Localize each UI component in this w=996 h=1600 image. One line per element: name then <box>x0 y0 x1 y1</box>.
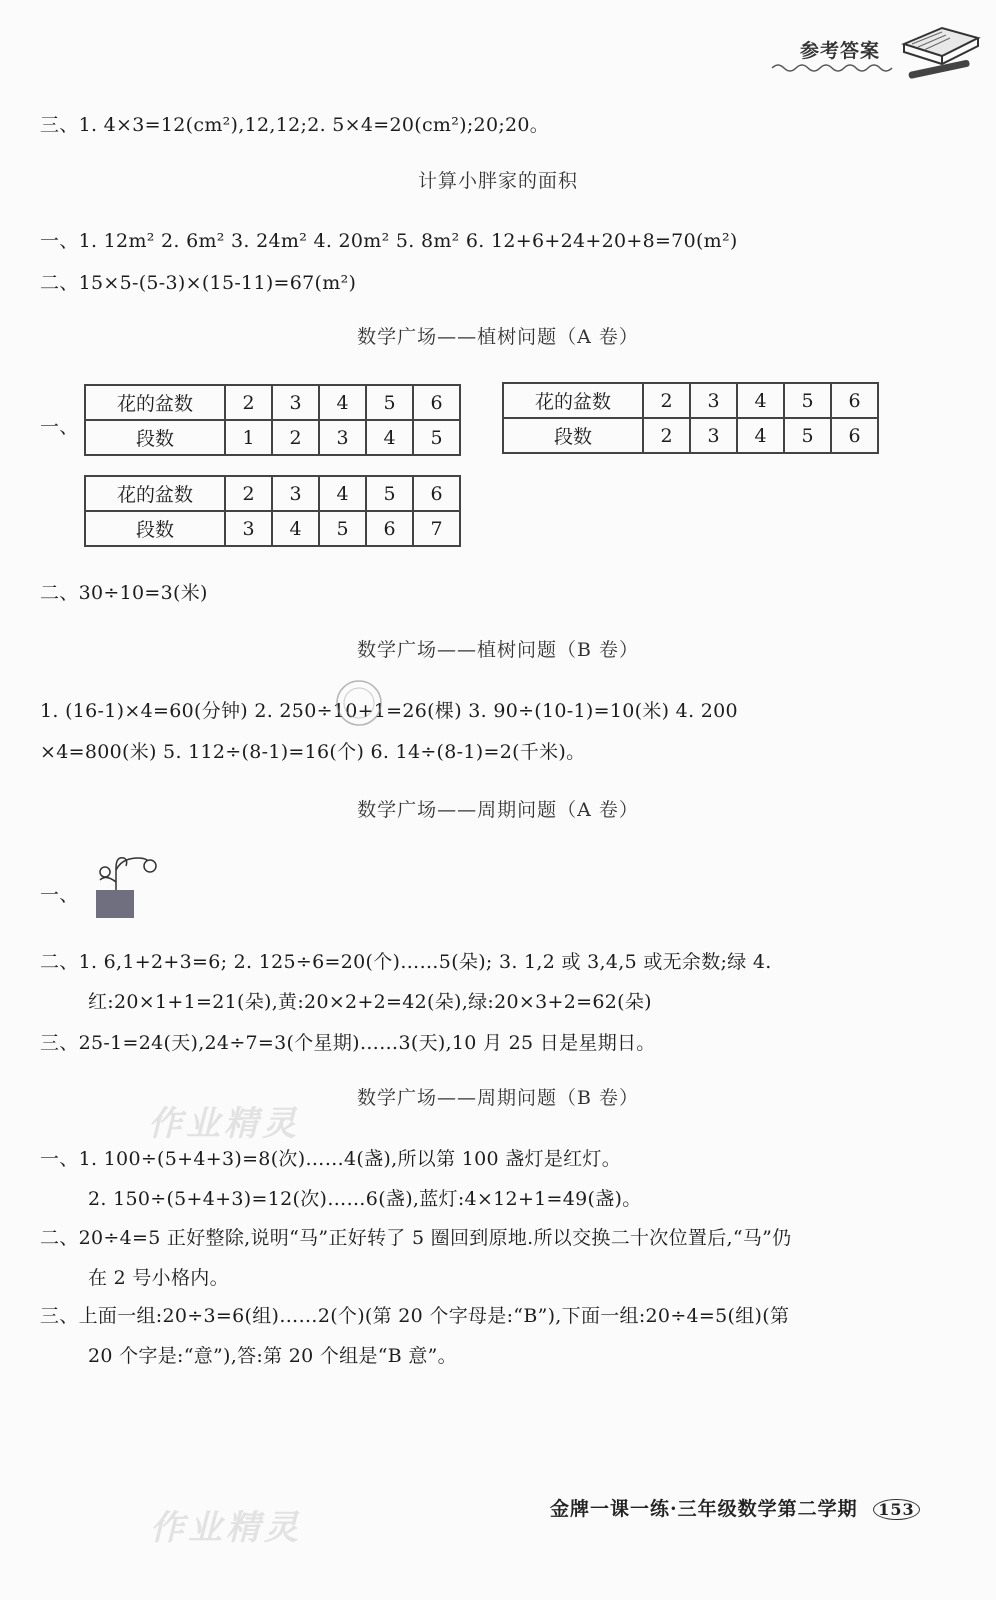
table-header: 花的盆数 <box>85 476 225 511</box>
table-header: 段数 <box>85 420 225 455</box>
question-number: 一、 <box>40 884 79 906</box>
answer-line: 2. 150÷(5+4+3)=12(次)……6(盏),蓝灯:4×12+1=49(盏)。 <box>88 1188 642 1210</box>
table-cell: 1 <box>225 420 272 455</box>
table-cell: 3 <box>319 420 366 455</box>
section-title: 数学广场——周期问题（B 卷） <box>356 1087 639 1109</box>
watermark-text: 作业精灵 <box>148 1104 300 1144</box>
potted-plant-icon <box>92 848 162 920</box>
table-cell: 4 <box>366 420 413 455</box>
section-title: 计算小胖家的面积 <box>417 170 578 192</box>
table-cell: 6 <box>831 418 878 453</box>
answer-line: 三、1. 4×3=12(cm²),12,12;2. 5×4=20(cm²);20;20。 <box>40 114 550 136</box>
table-header: 段数 <box>503 418 643 453</box>
answer-line: 二、1. 6,1+2+3=6; 2. 125÷6=20(个)……5(朵); 3. 1,2 或 3,4,5 或无余数;绿 4. <box>40 951 772 973</box>
stamp-mark <box>332 676 386 730</box>
table-cell: 3 <box>690 383 737 418</box>
table-cell: 3 <box>272 476 319 511</box>
table-cell: 6 <box>366 511 413 546</box>
answer-line: 在 2 号小格内。 <box>88 1267 229 1289</box>
table-cell: 6 <box>831 383 878 418</box>
table-cell: 3 <box>225 511 272 546</box>
page-number: 153 <box>873 1499 919 1520</box>
table-cell: 2 <box>272 420 319 455</box>
watermark <box>150 1500 302 1549</box>
tree-planting-table-3 <box>84 475 461 547</box>
answer-line: 红:20×1+1=21(朵),黄:20×2+2=42(朵),绿:20×3+2=62(朵) <box>88 991 652 1013</box>
section-title: 数学广场——植树问题（A 卷） <box>357 326 639 348</box>
answer-key-label: 参考答案 <box>800 40 881 62</box>
table-cell: 4 <box>319 385 366 420</box>
answer-line: 二、30÷10=3(米) <box>40 582 208 604</box>
book-pencil-icon <box>898 14 986 84</box>
table-cell: 4 <box>272 511 319 546</box>
table-cell: 3 <box>690 418 737 453</box>
table-cell: 4 <box>319 476 366 511</box>
table-cell: 6 <box>413 476 460 511</box>
table-cell: 5 <box>784 383 831 418</box>
table-cell: 5 <box>413 420 460 455</box>
table-header: 段数 <box>85 511 225 546</box>
watermark <box>148 1096 300 1145</box>
book-title: 金牌一课一练·三年级数学第二学期 <box>550 1498 858 1520</box>
table-cell: 5 <box>366 476 413 511</box>
answer-line: 二、20÷4=5 正好整除,说明“马”正好转了 5 圈回到原地.所以交换二十次位置后,“马”仍 <box>40 1227 792 1249</box>
table-cell: 6 <box>413 385 460 420</box>
answer-line: 20 个字是:“意”),答:第 20 个组是“B 意”。 <box>88 1345 457 1367</box>
answer-line: 三、25-1=24(天),24÷7=3(个星期)……3(天),10 月 25 日是星期日。 <box>40 1032 656 1054</box>
answer-line: 一、1. 12m² 2. 6m² 3. 24m² 4. 20m² 5. 8m² 6. 12+6+24+20+8=70(m²) <box>40 230 738 252</box>
table-cell: 2 <box>225 476 272 511</box>
table-header: 花的盆数 <box>503 383 643 418</box>
table-cell: 7 <box>413 511 460 546</box>
section-title: 数学广场——周期问题（A 卷） <box>357 799 639 821</box>
table-cell: 2 <box>225 385 272 420</box>
answer-line: 三、上面一组:20÷3=6(组)……2(个)(第 20 个字母是:“B”),下面一组:20÷4=5(组)(第 <box>40 1305 790 1327</box>
question-number: 一、 <box>40 416 79 438</box>
tree-planting-table-1 <box>84 384 461 456</box>
table-cell: 5 <box>319 511 366 546</box>
table-cell: 2 <box>643 418 690 453</box>
tree-planting-table-2 <box>502 382 879 454</box>
answer-line: 一、1. 100÷(5+4+3)=8(次)……4(盏),所以第 100 盏灯是红灯。 <box>40 1148 622 1170</box>
plant-pot <box>96 890 134 918</box>
table-cell: 4 <box>737 383 784 418</box>
answer-line: 1. (16-1)×4=60(分钟) 2. 250÷10+1=26(棵) 3. 90÷(10-1)=10(米) 4. 200 <box>40 700 738 722</box>
table-cell: 5 <box>784 418 831 453</box>
section-title: 数学广场——植树问题（B 卷） <box>356 639 639 661</box>
table-header: 花的盆数 <box>85 385 225 420</box>
table-cell: 3 <box>272 385 319 420</box>
footer <box>550 1494 920 1521</box>
answer-line: 二、15×5-(5-3)×(15-11)=67(m²) <box>40 272 357 294</box>
table-cell: 5 <box>366 385 413 420</box>
wavy-underline <box>770 60 900 76</box>
answer-line: ×4=800(米) 5. 112÷(8-1)=16(个) 6. 14÷(8-1)=2(千米)。 <box>40 741 586 763</box>
watermark-text: 作业精灵 <box>150 1508 302 1548</box>
table-cell: 4 <box>737 418 784 453</box>
table-cell: 2 <box>643 383 690 418</box>
